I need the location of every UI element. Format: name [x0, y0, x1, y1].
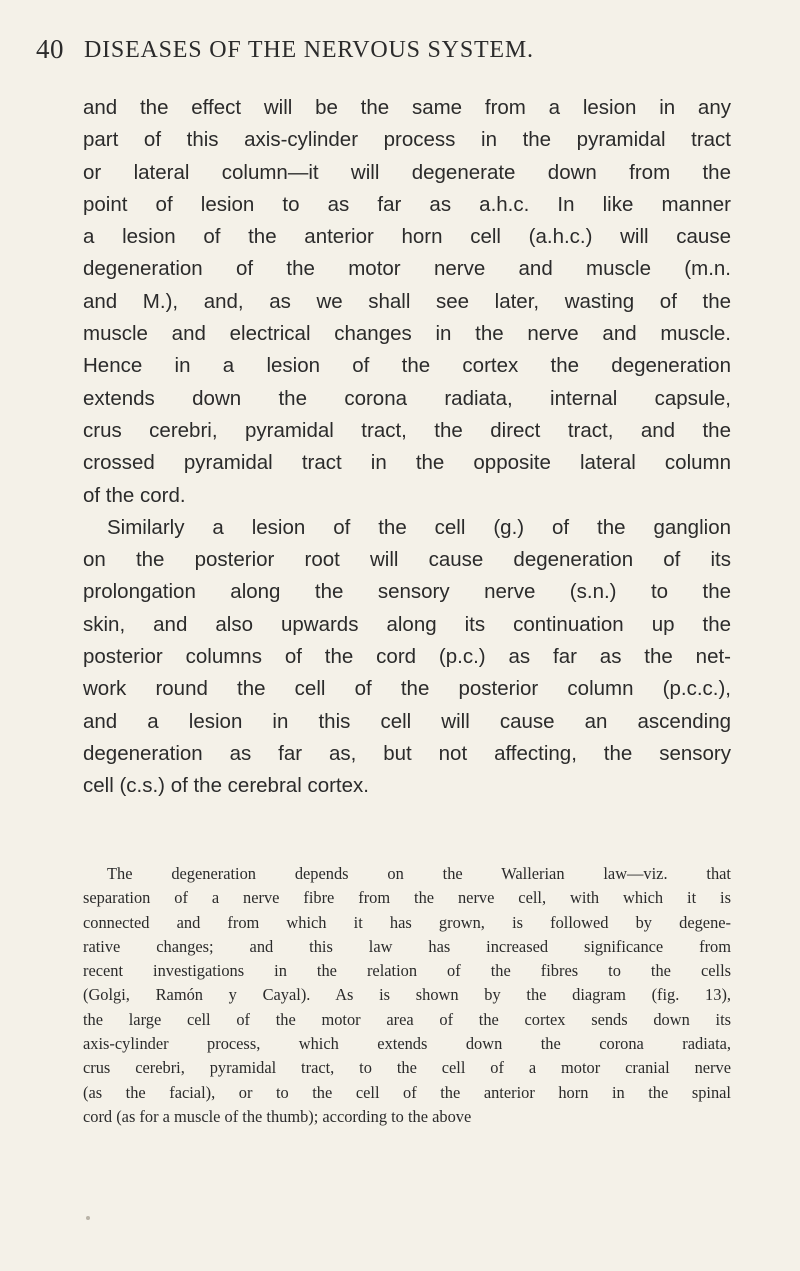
footnote-line: axis-cylinder process, which extends down the corona radiata, — [83, 1034, 731, 1054]
footnote-text — [83, 862, 731, 1129]
footnote-line: recent investigations in the relation of the fibres to the cells — [83, 961, 731, 981]
body-line: muscle and electrical changes in the nerve and muscle. — [83, 322, 731, 346]
body-line: of the cord. — [83, 483, 186, 507]
footnote-line: (as the facial), or to the cell of the anterior horn in the spinal — [83, 1082, 731, 1102]
body-line: work round the cell of the posterior column (p.c.c.), — [83, 677, 731, 701]
body-line: skin, and also upwards along its continuation up the — [83, 612, 731, 636]
footnote-line: connected and from which it has grown, is followed by degene- — [83, 912, 731, 932]
body-line: crossed pyramidal tract in the opposite lateral column — [83, 451, 731, 475]
body-line: on the posterior root will cause degeneration of its — [83, 548, 731, 572]
body-line: or lateral column—it will degenerate down from the — [83, 160, 731, 184]
body-line: part of this axis-cylinder process in the pyramidal tract — [83, 128, 731, 152]
body-line: and M.), and, as we shall see later, wasting of the — [83, 289, 731, 313]
main-text — [83, 92, 731, 803]
body-line: cell (c.s.) of the cerebral cortex. — [83, 774, 369, 798]
footnote-line: (Golgi, Ramón y Cayal). As is shown by the diagram (fig. 13), — [83, 985, 731, 1005]
body-line: degeneration of the motor nerve and muscle (m.n. — [83, 257, 731, 281]
body-line: and a lesion in this cell will cause an ascending — [83, 709, 731, 733]
body-line: Hence in a lesion of the cortex the degeneration — [83, 354, 731, 378]
body-line: degeneration as far as, but not affecting, the sensory — [83, 741, 731, 765]
body-line: extends down the corona radiata, internal capsule, — [83, 386, 731, 410]
footnote-line: the large cell of the motor area of the cortex sends down its — [83, 1009, 731, 1029]
footnote-line: separation of a nerve fibre from the nerve cell, with which it is — [83, 888, 731, 908]
footnote-line: The degeneration depends on the Wallerian law—viz. that — [107, 864, 731, 883]
body-line: Similarly a lesion of the cell (g.) of the ganglion — [107, 515, 731, 539]
footnote-line: rative changes; and this law has increased significance from — [83, 936, 731, 956]
paper-speck-icon — [86, 1216, 90, 1220]
footnote-line: cord (as for a muscle of the thumb); according to the above — [83, 1106, 472, 1126]
body-line: crus cerebri, pyramidal tract, the direct tract, and the — [83, 418, 731, 442]
running-head — [36, 34, 736, 74]
running-title: DISEASES OF THE NERVOUS SYSTEM. — [84, 37, 534, 63]
body-line: and the effect will be the same from a lesion in any — [83, 96, 731, 119]
footnote-line: crus cerebri, pyramidal tract, to the cell of a motor cranial nerve — [83, 1058, 731, 1078]
body-line: posterior columns of the cord (p.c.) as far as the net- — [83, 645, 731, 669]
body-line: point of lesion to as far as a.h.c. In like manner — [83, 192, 731, 216]
body-line: a lesion of the anterior horn cell (a.h.c.) will cause — [83, 225, 731, 249]
body-line: prolongation along the sensory nerve (s.n.) to the — [83, 580, 731, 604]
page-number: 40 — [36, 34, 64, 64]
